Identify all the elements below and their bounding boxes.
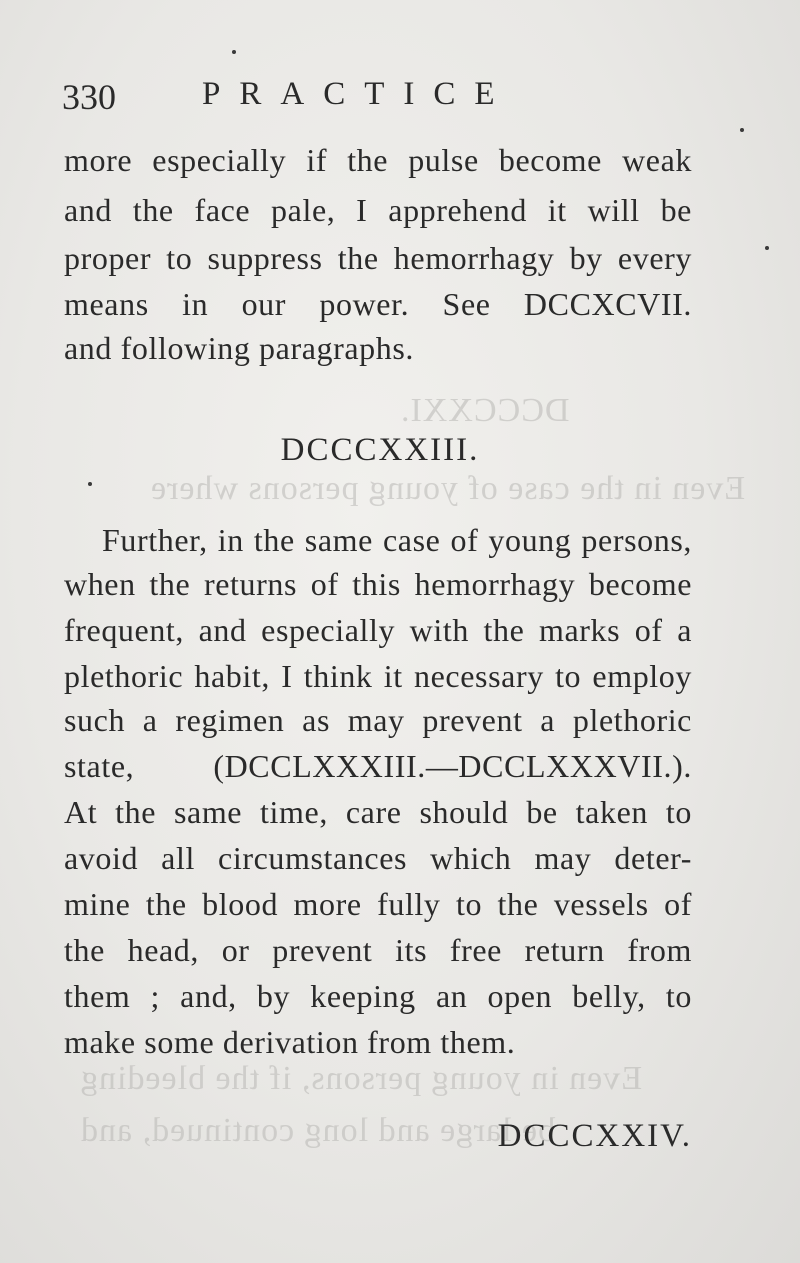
text-line: avoid all circumstances which may deter-	[64, 840, 692, 876]
text-line: and following paragraphs.	[64, 330, 415, 366]
show-through-text: Even in young persons, if the bleeding	[80, 1060, 643, 1097]
text-line: frequent, and especially with the marks of a	[64, 612, 692, 648]
paper-speck	[88, 482, 92, 486]
text-line: such a regimen as may prevent a plethoric	[64, 702, 692, 738]
paper-speck	[232, 50, 236, 54]
show-through-text: DCCCXXI.	[400, 392, 570, 429]
section-heading: DCCCXXIII.	[280, 432, 480, 468]
text-line: state, (DCCLXXXIII.—DCCLXXXVII.).	[64, 748, 692, 784]
text-line: proper to suppress the hemorrhagy by every	[64, 240, 692, 276]
paper-speck	[740, 128, 744, 132]
text-line: At the same time, care should be taken to	[64, 794, 692, 830]
catchword: DCCCXXIV.	[497, 1118, 692, 1154]
text-line: Further, in the same case of young persons,	[102, 522, 692, 558]
text-line: means in our power. See DCCXCVII.	[64, 286, 692, 322]
page-header	[62, 76, 740, 126]
show-through-text: be large and long continued, and	[80, 1112, 556, 1149]
text-line: and the face pale, I apprehend it will be	[64, 192, 692, 228]
text-line: make some derivation from them.	[64, 1024, 516, 1060]
page-number: 330	[62, 77, 116, 117]
text-line: them ; and, by keeping an open belly, to	[64, 978, 692, 1014]
text-line: mine the blood more fully to the vessels of	[64, 886, 692, 922]
text-line: when the returns of this hemorrhagy become	[64, 566, 692, 602]
show-through-text: Even in the case of young persons where	[150, 470, 746, 507]
text-line: plethoric habit, I think it necessary to employ	[64, 658, 692, 694]
text-line: more especially if the pulse become weak	[64, 142, 692, 178]
text-line: the head, or prevent its free return from	[64, 932, 692, 968]
paper-speck	[765, 246, 769, 250]
running-title: PRACTICE	[202, 76, 514, 112]
